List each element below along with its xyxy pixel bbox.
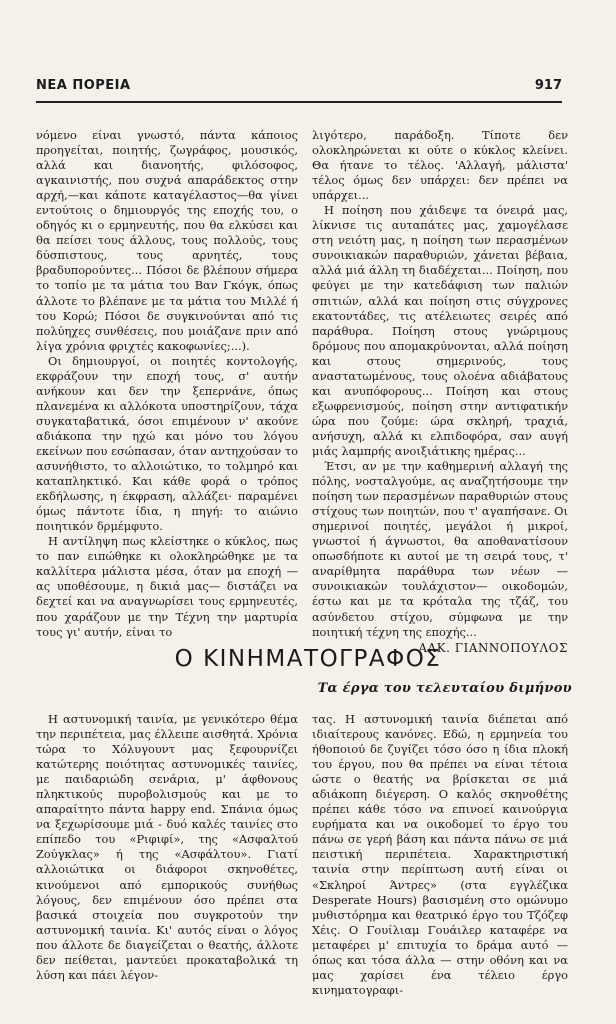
article1-right-column — [312, 128, 568, 656]
header-rule — [36, 101, 562, 103]
article2-left-column — [36, 712, 298, 983]
article2-right-column — [312, 712, 568, 998]
article1-left-paragraph-1: νόμενο είναι γνωστό, πάντα κάποιος προηγείται, ποιητής, ζωγράφος, μουσικός, αλλά και διανοητής, φιλόσοφος, αγκαινιστής, που συχνά απαράδεκτος στην αρχή,—και κάποτε καταγέλαστος—θα γίνει εντούτοις ο δημιουργός της εποχής του, ο οδηγός κι ο ερμηνευτής, που θα ελκύσει και θα πείσει τους άλλους, τους πολλούς, τους δύσπιστους, τους αρνητές, τους βραδυπορούντες... Πόσοι δε βλέπουν σήμερα το τοπίο με τα μάτια του Βαν Γκόγκ, όπως άλλοτε το βλέπανε με τα μάτια του Μιλλέ ή του Κορώ; Πόσοι δε συγκινούνται από τις πολύηχες συνθέσεις, που μοιάζανε πριν από λίγα χρόνια φριχτές κακοφωνίες;...). — [36, 128, 298, 353]
article1-left-paragraph-2: Οι δημιουργοί, οι ποιητές κοντολογής, εκφράζουν την εποχή τους, σ' αυτήν ανήκουν και δεν την ξεπερνάνε, όπως πλανεμένα κι αλλόκοτα υποστηρίζουν, τάχα συγκαταβατικά, όσοι επιμένουν ν' ακούνε αδιάκοπα την ηχώ και μόνο του λόγου εκείνων που εσώπασαν, όταν αντηχούσαν το ασυνήθιστο, το αλλοιώτικο, το τολμηρό και καταπληκτικό. Και κάθε φορά ο τρόπος εκδήλωσης, η έκφραση, αλλάζει· παραμένει όμως πάντοτε ίδια, η πηγή: το αιώνιο ποιητικόν δρμέμφυτο. — [36, 353, 298, 534]
article1-left-column — [36, 128, 298, 640]
article1-right-paragraph-3: Έτσι, αν με την καθημερινή αλλαγή της πόλης, νοσταλγούμε, ας αναζητήσουμε την ποίηση των περασμένων παραθυριών στους στίχους των ποιητών, που τ' αγαπήσανε. Οι σημερινοί ποιητές, μεγάλοι ή μικροί, γνωστοί ή άγνωστοι, θα αποθανατίσουν οπωσδήποτε κι αυτοί με τη σειρά τους, τ' αναρίθμητα παράθυρα των νέων —συνοικιακών τουλάχιστον— οικοδομών, έστω και με τα κρόταλα της τζάζ, του ασύνδετου στίχου, σύμφωνα με την ποιητική τέχνη της εποχής... — [312, 459, 568, 639]
journal-title: ΝΕΑ ΠΟΡΕΙΑ — [36, 78, 131, 93]
section-subtitle: Τα έργα του τελευταίου διμήνου — [317, 681, 572, 696]
author-signature: ΑΛΚ. ΓΙΑΝΝΟΠΟΥΛΟΣ — [418, 640, 568, 655]
article1-left-paragraph-3: Η αντίληψη πως κλείστηκε ο κύκλος, πως το παν ειπώθηκε κι ολοκληρώθηκε με τα καλλίτερα μάλιστα μέσα, όταν μα εποχή —ας υποθέσουμε, η δικιά μας— διστάζει να δεχτεί και να αναγνωρίσει τους ερμηνευτές, που χαράζουν με την Τέχνη την μαρτυρία τους γι' αυτήν, είναι το — [36, 534, 298, 639]
page-header — [36, 76, 562, 98]
article1-right-paragraph-2: Η ποίηση που χάιδεψε τα όνειρά μας, λίκνισε τις αυταπάτες μας, χαμογέλασε στη νειότη μας, η ποίηση των περασμένων συνοικιακών παραθυριών, χάνεται βέβαια, αλλά μιά άλλη τη διαδέχεται... Ποίηση, που φεύγει με την κατεδάφιση των παλιών σπιτιών, αλλά και ποίηση στις σύγχρονες εκατοντάδες, τις ατέλειωτες σειρές από παράθυρα. Ποίηση στους γνώριμους δρόμους που απομακρύνονται, αλλά ποίηση και στους σημερινούς, τους αναστατωμένους, τους ολοένα αδιάβατους και ανυπόφορους... Ποίηση και στους εξωφρενισμούς, ποίηση στην αντιφατικήν ώρα που ζούμε: ώρα σκληρή, τραχιά, ανήσυχη, αλλά κι ελπιδοφόρα, σαν αυγή μιάς λαμπρής ανοιξιάτικης ημέρας... — [312, 203, 568, 458]
article1-right-paragraph-1: λιγότερο, παράδοξη. Τίποτε δεν ολοκληρώνεται κι ούτε ο κύκλος κλείνει. Θα ήτανε το τέλος. 'Αλλαγή, μάλιστα' τέλος όμως δεν υπάρχει: δεν πρέπει να υπάρχει... — [312, 128, 568, 203]
article2-right-paragraph-1: τας. Η αστυνομική ταινία διέπεται από ιδιαίτερους κανόνες. Εδώ, η ερμηνεία του ήθοποιού δε ζυγίζει τόσο όσο η ίδια πλοκή του έργου, που θα πρέπει να είναι τέτοια ώστε ο θεατής να βρίσκεται σε μιά αδιάκοπη διέγερση. Ο καλός σκηνοθέτης πρέπει κάθε τόσο να επινοεί καινούργια ευρήματα και να οικοδομεί το έργο του πάνω σε γερή βάση και πάντα πάνω σε μιά πειστική περιπέτεια. Χαρακτηριστική ταινία στην περίπτωση αυτή είναι οι «Σκληροί Άντρες» (στα εγγλέζικα Desperate Hours) βασισμένη στο ομώνυμο μυθιστόρημα και θεατρικό έργο του Τζόζεφ Χέις. Ο Γουίλιαμ Γουάιλερ καταφέρε να μεταφέρει μ' επιτυχία το δράμα αυτό — όπως και τόσα άλλα — στην οθόνη και να μας χαρίσει ένα τέλειο έργο κινηματογραφι- — [312, 712, 568, 997]
page-number: 917 — [534, 78, 562, 93]
section-title: Ο ΚΙΝΗΜΑΤΟΓΡΑΦΟΣ — [174, 646, 442, 672]
article2-left-paragraph-1: Η αστυνομική ταινία, με γενικότερο θέμα την περιπέτεια, μας έλλειπε αισθητά. Χρόνια τώρα το Χόλυγουντ μας ξεφουρνίζει κατώτερης ποιότητας αστυνομικές ταινίες, με παιδαριώδη σενάρια, μ' άφθονους πληκτικούς πυροβολισμούς και με το απαραίτητο πάντα happy end. Σπάνια όμως να ξεχωρίσουμε μιά - δυό καλές ταινίες στο επίπεδο του «Ριφιφί», της «Ασφαλτού Ζούγκλας» ή της «Ασφάλτου». Γιατί αλλοιώτικα οι διάφοροι σκηνοθέτες, κινούμενοι από εμπορικούς συνήθως λόγους, δεν επιμένουν όσο πρέπει στα βασικά στοιχεία που συγκροτούν την αστυνομική ταινία. Κι' αυτός είναι ο λόγος που άλλοτε δε διαγείζεται ο θεατής, άλλοτε δεν πείθεται, μαντεύει προκαταβολικά τη λύση και πάει λέγον- — [36, 712, 298, 982]
